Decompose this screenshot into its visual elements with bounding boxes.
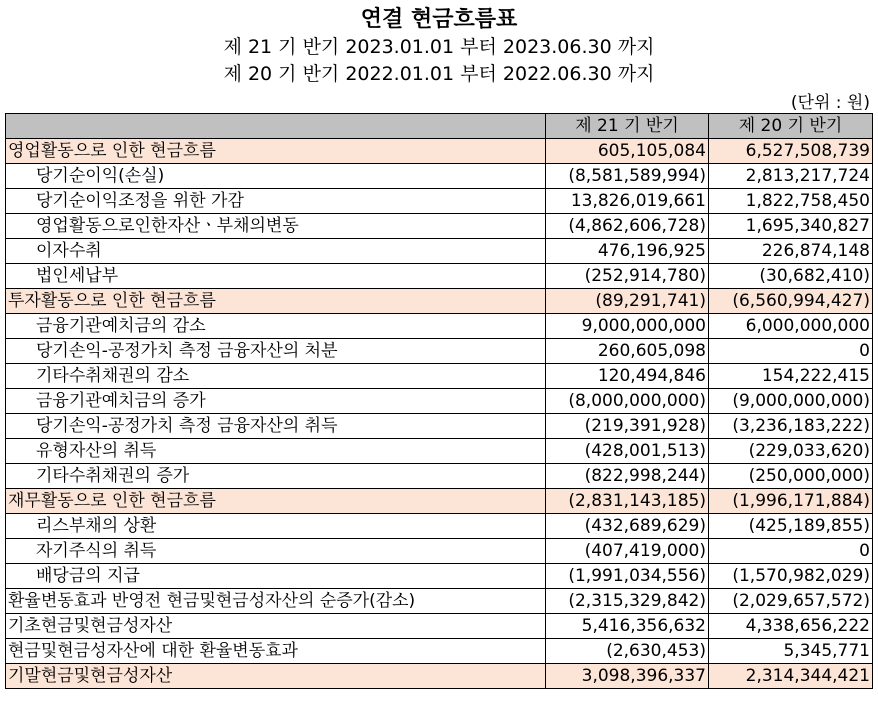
value-current: (432,689,629) [546, 514, 709, 539]
value-current: (8,000,000,000) [546, 389, 709, 414]
value-current: (428,001,513) [546, 439, 709, 464]
value-current: (4,862,606,728) [546, 214, 709, 239]
header-row [6, 114, 873, 139]
row-label: 현금및현금성자산에 대한 환율변동효과 [6, 639, 546, 664]
value-prior: (1,996,171,884) [709, 489, 873, 514]
table-row [6, 414, 873, 439]
value-prior: 1,695,340,827 [709, 214, 873, 239]
row-label: 자기주식의 취득 [6, 539, 546, 564]
value-prior: 4,338,656,222 [709, 614, 873, 639]
table-row [6, 164, 873, 189]
value-prior: (1,570,982,029) [709, 564, 873, 589]
row-label: 투자활동으로 인한 현금흐름 [6, 289, 546, 314]
value-current: (219,391,928) [546, 414, 709, 439]
header-label [6, 114, 546, 139]
value-current: (2,831,143,185) [546, 489, 709, 514]
table-row [6, 314, 873, 339]
value-prior: 226,874,148 [709, 239, 873, 264]
row-label: 기타수취채권의 감소 [6, 364, 546, 389]
row-label: 기초현금및현금성자산 [6, 614, 546, 639]
header-prior: 제 20 기 반기 [709, 114, 873, 139]
value-prior: 0 [709, 339, 873, 364]
row-label: 환율변동효과 반영전 현금및현금성자산의 순증가(감소) [6, 589, 546, 614]
value-current: (89,291,741) [546, 289, 709, 314]
row-label: 리스부채의 상환 [6, 514, 546, 539]
header-current: 제 21 기 반기 [546, 114, 709, 139]
table-row [6, 389, 873, 414]
table-row [6, 639, 873, 664]
value-current: (2,315,329,842) [546, 589, 709, 614]
section-row [6, 139, 873, 164]
value-current: (1,991,034,556) [546, 564, 709, 589]
table-row [6, 339, 873, 364]
table-row [6, 239, 873, 264]
value-prior: (3,236,183,222) [709, 414, 873, 439]
period-prior: 제 20 기 반기 2022.01.01 부터 2022.06.30 까지 [223, 63, 655, 85]
row-label: 배당금의 지급 [6, 564, 546, 589]
value-prior: (2,029,657,572) [709, 589, 873, 614]
table-row [6, 189, 873, 214]
value-current: 605,105,084 [546, 139, 709, 164]
value-current: 120,494,846 [546, 364, 709, 389]
value-prior: (425,189,855) [709, 514, 873, 539]
value-prior: 6,527,508,739 [709, 139, 873, 164]
value-prior: 2,314,344,421 [709, 664, 873, 689]
row-label: 영업활동으로 인한 현금흐름 [6, 139, 546, 164]
row-label: 기타수취채권의 증가 [6, 464, 546, 489]
row-label: 이자수취 [6, 239, 546, 264]
statement-title: 연결 현금흐름표 [360, 7, 518, 32]
value-current: 3,098,396,337 [546, 664, 709, 689]
table-row [6, 539, 873, 564]
value-current: 9,000,000,000 [546, 314, 709, 339]
period-current: 제 21 기 반기 2023.01.01 부터 2023.06.30 까지 [223, 36, 655, 58]
unit-label: (단위 : 원) [790, 93, 870, 113]
row-label: 영업활동으로인한자산ㆍ부채의변동 [6, 214, 546, 239]
table-row [6, 564, 873, 589]
row-label: 당기손익-공정가치 측정 금융자산의 처분 [6, 339, 546, 364]
row-label: 재무활동으로 인한 현금흐름 [6, 489, 546, 514]
table-row [6, 464, 873, 489]
value-prior: (250,000,000) [709, 464, 873, 489]
value-prior: (30,682,410) [709, 264, 873, 289]
row-label: 당기순이익조정을 위한 가감 [6, 189, 546, 214]
value-current: 5,416,356,632 [546, 614, 709, 639]
value-current: (8,581,589,994) [546, 164, 709, 189]
value-current: 260,605,098 [546, 339, 709, 364]
section-row [6, 664, 873, 689]
table-row [6, 514, 873, 539]
value-prior: 6,000,000,000 [709, 314, 873, 339]
value-current: (822,998,244) [546, 464, 709, 489]
value-current: (252,914,780) [546, 264, 709, 289]
value-current: 476,196,925 [546, 239, 709, 264]
value-prior: 0 [709, 539, 873, 564]
cash-flow-table [5, 113, 873, 689]
value-current: (2,630,453) [546, 639, 709, 664]
section-row [6, 489, 873, 514]
section-row [6, 289, 873, 314]
row-label: 당기손익-공정가치 측정 금융자산의 취득 [6, 414, 546, 439]
row-label: 금융기관예치금의 감소 [6, 314, 546, 339]
value-current: 13,826,019,661 [546, 189, 709, 214]
table-row [6, 589, 873, 614]
table-row [6, 264, 873, 289]
value-prior: (229,033,620) [709, 439, 873, 464]
row-label: 기말현금및현금성자산 [6, 664, 546, 689]
value-prior: (6,560,994,427) [709, 289, 873, 314]
row-label: 유형자산의 취득 [6, 439, 546, 464]
row-label: 법인세납부 [6, 264, 546, 289]
value-prior: (9,000,000,000) [709, 389, 873, 414]
table-row [6, 214, 873, 239]
value-current: (407,419,000) [546, 539, 709, 564]
table-row [6, 439, 873, 464]
row-label: 당기순이익(손실) [6, 164, 546, 189]
value-prior: 2,813,217,724 [709, 164, 873, 189]
table-row [6, 364, 873, 389]
value-prior: 1,822,758,450 [709, 189, 873, 214]
value-prior: 154,222,415 [709, 364, 873, 389]
table-row [6, 614, 873, 639]
row-label: 금융기관예치금의 증가 [6, 389, 546, 414]
value-prior: 5,345,771 [709, 639, 873, 664]
